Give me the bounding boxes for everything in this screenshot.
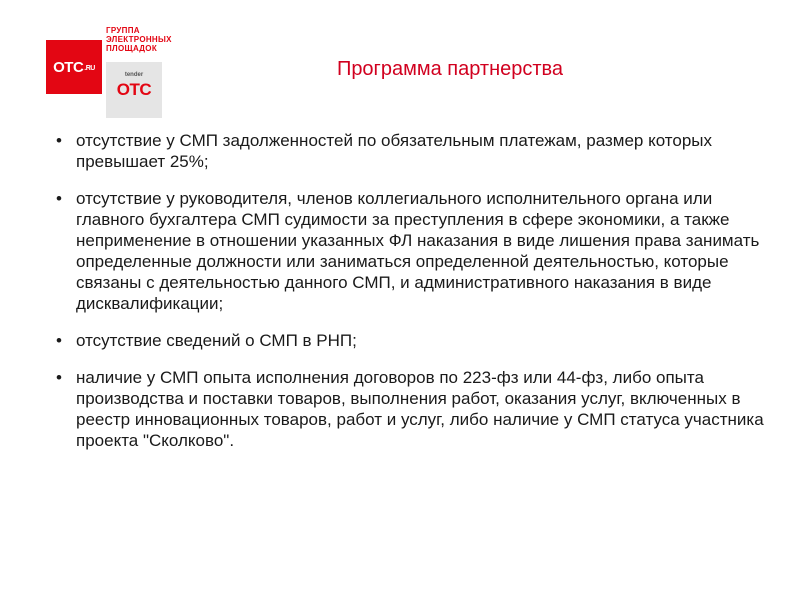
list-item	[44, 367, 764, 451]
bullet-marker: •	[56, 189, 62, 208]
tender-otc-logo	[106, 62, 162, 118]
tender-logo-label: tender	[124, 72, 144, 78]
group-label-line: ГРУППА	[106, 26, 140, 35]
list-item	[44, 330, 764, 351]
list-item-text: наличие у СМП опыта исполнения договоров по 223-фз или 44-фз, либо опыта производства и поставки товаров, выполнения работ, оказания услуг, включенных в реестр инновационных товаров, работ и услуг, либо наличие у СМП статуса участника проекта "Сколково".	[76, 368, 764, 450]
tender-logo-brand: OTC	[116, 80, 152, 99]
group-label	[106, 26, 172, 53]
list-item-text: отсутствие сведений о СМП в РНП;	[76, 331, 357, 350]
bullet-marker: •	[56, 368, 62, 387]
otc-ru-logo	[46, 40, 102, 94]
bullet-list	[44, 130, 764, 467]
otc-ru-logo-suffix: .RU	[84, 64, 95, 72]
group-label-line: ПЛОЩАДОК	[106, 44, 158, 53]
list-item-text: отсутствие у руководителя, членов коллегиального исполнительного органа или главного бухгалтера СМП судимости за преступления в сфере экономики, а также неприменение в отношении указанных ФЛ наказания в виде лишения права занимать определенные должности или заниматься определенной деятельностью, которые связаны с деятельностью данного СМП, и административного наказания в виде дисквалификации;	[76, 189, 760, 313]
bullet-marker: •	[56, 131, 62, 150]
list-item	[44, 188, 764, 314]
list-item	[44, 130, 764, 172]
company-logo-group	[46, 26, 186, 126]
group-label-line: ЭЛЕКТРОННЫХ	[106, 35, 172, 44]
list-item-text: отсутствие у СМП задолженностей по обязательным платежам, размер которых превышает 25%;	[76, 131, 713, 171]
bullet-marker: •	[56, 331, 62, 350]
otc-ru-logo-main: OTC	[53, 58, 84, 76]
page-title: Программа партнерства	[336, 58, 564, 80]
